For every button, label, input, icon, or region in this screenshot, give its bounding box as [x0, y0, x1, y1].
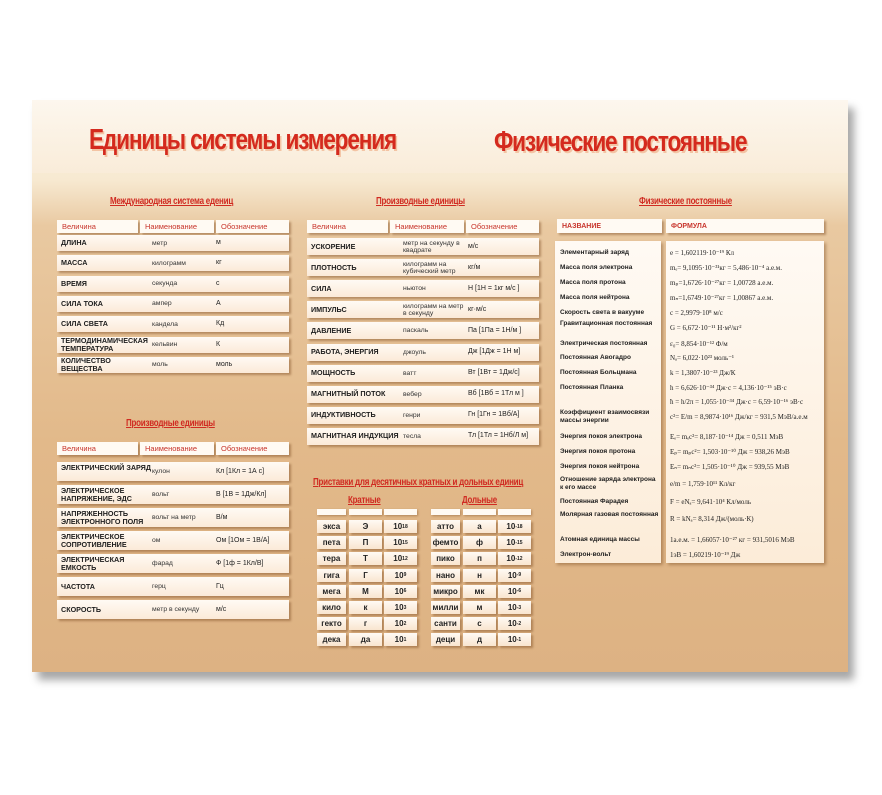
derived-left-row-unit: вольт на метр — [152, 514, 196, 521]
si-row — [57, 357, 289, 373]
constant-formula: 1а.е.м. = 1,66057·10⁻²⁷ кг = 931,5016 МэВ — [670, 536, 795, 544]
constant-formula: Eₚ= mₚc²= 1,503·10⁻¹⁰ Дж = 938,26 МэВ — [670, 448, 790, 456]
prefix-symbol: а — [463, 520, 496, 533]
constant-formula: k = 1,3807·10⁻²³ Дж/К — [670, 369, 736, 377]
derived-mid-row-name: РАБОТА, ЭНЕРГИЯ — [311, 347, 379, 356]
constant-formula: c²= E/m = 8,9874·10¹⁶ Дж/кг = 931,5 МэВ/а.е.м — [670, 413, 808, 421]
constant-name: Энергия покоя нейтрона — [560, 463, 640, 470]
derived-left-row-name: СКОРОСТЬ — [61, 604, 102, 614]
constant-formula: Nₐ= 6,022·10²³ моль⁻¹ — [670, 354, 735, 362]
derived-left-row — [57, 508, 289, 527]
derived-mid-row-name: УСКОРЕНИЕ — [311, 241, 356, 251]
derived-mid-row-symbol: кг/м — [468, 263, 481, 271]
prefix-symbol: н — [463, 569, 496, 582]
prefix-factor-base: 10 — [393, 538, 403, 548]
prefix-factor — [384, 536, 417, 549]
constant-formula: e = 1,602119·10⁻¹⁹ Кл — [670, 249, 735, 257]
constant-name: Масса поля нейтрона — [560, 294, 630, 301]
derived-left-row-unit: фарад — [152, 560, 173, 567]
derived-left-row — [57, 485, 289, 504]
derived-mid-row-unit: генри — [403, 411, 421, 419]
derived-left-row — [57, 577, 289, 596]
prefix-factor-exponent: -6 — [516, 588, 522, 595]
constant-name: Энергия покоя протона — [560, 448, 636, 455]
prefix-name: санти — [431, 617, 460, 630]
prefix-factor — [384, 569, 417, 582]
prefix-factor-base: 10 — [507, 635, 517, 645]
derived-left-row-symbol: В [1В = 1Дж/Кл] — [216, 490, 267, 498]
title-units: Единицы системы измерения — [89, 124, 397, 156]
prefix-factor-exponent: 9 — [403, 572, 407, 579]
derived-left-row-name: ЭЛЕКТРИЧЕСКИЙ ЗАРЯД — [61, 462, 151, 472]
prefix-factor-base: 10 — [507, 603, 517, 612]
derived-mid-row-unit: килограмм на кубический метр — [403, 260, 456, 275]
prefix-symbol: ф — [463, 536, 496, 549]
si-section-title: Международная система едениц — [110, 196, 233, 207]
prefix-factor-exponent: -1 — [516, 636, 522, 643]
multiples-title: Кратные — [348, 495, 381, 506]
derived-mid-row — [307, 280, 539, 297]
prefix-factor — [498, 601, 531, 614]
prefix-factor-base: 10 — [394, 635, 404, 645]
derived-mid-header-1: Наименование — [390, 220, 464, 233]
prefix-factor-exponent: -15 — [515, 539, 523, 546]
derived-left-row-name: ЭЛЕКТРИЧЕСКАЯ ЕМКОСТЬ — [61, 554, 125, 572]
derived-mid-row-symbol: кг·м/с — [468, 305, 487, 313]
derived-mid-row — [307, 386, 539, 403]
derived-mid-row-name: МОЩНОСТЬ — [311, 368, 356, 378]
derived-mid-header-0: Величина — [307, 220, 388, 233]
prefix-factor — [498, 617, 531, 630]
constant-name: Скорость света в вакууме — [560, 309, 645, 316]
derived-mid-row-symbol: Н [1Н = 1кг м/с ] — [468, 284, 520, 292]
constant-name: Атомная единица массы — [560, 536, 640, 543]
derived-mid-row-symbol: Па [1Па = 1Н/м ] — [468, 326, 522, 334]
derived-left-row-unit: метр в секунду — [152, 606, 200, 613]
prefix-name: атто — [431, 520, 460, 533]
derived-mid-row-unit: вебер — [403, 390, 422, 398]
derived-mid-row-name: МАГНИТНЫЙ ПОТОК — [311, 389, 386, 399]
si-row-symbol: кг — [216, 259, 222, 267]
poster — [32, 100, 848, 672]
constant-formula: Eₙ= mₙc²= 1,505·10⁻¹⁰ Дж = 939,55 МэВ — [670, 463, 790, 471]
derived-left-header-2: Обозначение — [216, 442, 289, 455]
prefixes-section-title: Приставки для десятичных кратных и дольных единиц — [313, 477, 524, 488]
derived-mid-row-symbol: Дж [1Дж = 1Н м] — [468, 348, 521, 355]
constant-name: Постоянная Больцмана — [560, 369, 637, 376]
prefix-name: кило — [317, 601, 346, 614]
prefix-factor — [384, 617, 417, 630]
derived-mid-row-unit: паскаль — [403, 327, 429, 335]
prefix-name: дека — [317, 633, 346, 646]
constant-name: Гравитационная постоянная — [560, 320, 653, 327]
constant-name: Постоянная Планка — [560, 384, 624, 391]
derived-mid-header-2: Обозначение — [466, 220, 539, 233]
prefix-factor-base: 10 — [506, 554, 516, 564]
prefix-factor — [498, 536, 531, 549]
prefix-factor-exponent: -2 — [516, 620, 522, 627]
prefix-symbol: Г — [349, 569, 382, 582]
constant-formula: F = eNₐ= 9,641·10⁴ Кл/моль — [670, 498, 752, 506]
prefix-symbol: да — [349, 633, 382, 646]
si-header-1: Наименование — [140, 220, 214, 233]
prefix-name: милли — [432, 603, 459, 612]
constants-header-name: НАЗВАНИЕ — [557, 219, 662, 233]
prefix-factor — [498, 552, 531, 565]
prefix-factor — [384, 601, 417, 614]
prefix-factor-base: 10 — [394, 570, 404, 580]
prefix-factor-exponent: 6 — [403, 588, 407, 595]
prefix-header-multiple — [384, 509, 417, 515]
prefix-factor — [498, 520, 531, 533]
prefix-name: фемто — [432, 538, 459, 548]
prefix-header-fraction — [431, 509, 460, 515]
si-row-symbol: А — [216, 299, 221, 307]
derived-mid-row — [307, 259, 539, 276]
si-row — [57, 316, 289, 332]
constant-formula: mₙ=1,6749·10⁻²⁷кг = 1,00867 а.е.м. — [670, 294, 774, 302]
constant-formula: 1эВ = 1,60219·10⁻¹⁹ Дж — [670, 551, 741, 559]
constant-name: Элементарный заряд — [560, 249, 629, 256]
si-row — [57, 255, 289, 271]
si-row-symbol: м — [216, 239, 221, 246]
si-row-symbol: К — [216, 340, 221, 348]
prefix-symbol: к — [349, 601, 382, 614]
prefix-factor — [384, 585, 417, 598]
derived-mid-row — [307, 238, 539, 255]
prefix-factor-exponent: -18 — [515, 523, 523, 530]
constant-name: Постоянная Авогадро — [560, 354, 631, 361]
prefix-factor — [498, 633, 531, 646]
prefix-factor-exponent: -9 — [516, 572, 522, 579]
si-row-name: КОЛИЧЕСТВО ВЕЩЕСТВА — [61, 355, 111, 373]
si-row — [57, 337, 289, 353]
derived-left-row-unit: герц — [152, 583, 166, 590]
derived-left-row-name: НАПРЯЖЕННОСТЬ ЭЛЕКТРОННОГО ПОЛЯ — [61, 508, 144, 526]
prefix-factor-exponent: 3 — [403, 604, 407, 611]
prefix-symbol: П — [349, 536, 382, 549]
constant-formula: ε₀= 8,854·10⁻¹² Ф/м — [670, 340, 728, 348]
prefix-factor-base: 10 — [394, 619, 404, 629]
derived-left-row-symbol: м/с — [216, 605, 227, 613]
constant-formula: mₑ= 9,1095·10⁻³¹кг = 5,486·10⁻⁴ а.е.м. — [670, 264, 782, 272]
derived-mid-row-unit: тесла — [403, 432, 421, 440]
prefix-symbol: М — [349, 585, 382, 598]
si-row-unit: метр — [152, 239, 168, 247]
prefix-factor-base: 10 — [507, 570, 517, 580]
derived-mid-row-unit: ньютон — [403, 285, 426, 293]
prefix-factor-exponent: 2 — [403, 620, 407, 627]
constant-name: Энергия покоя электрона — [560, 433, 642, 440]
derived-left-row-symbol: Ф [1ф = 1Кл/В] — [216, 559, 264, 567]
constant-name: Коэффициент взаимосвязи массы энергии — [560, 409, 650, 424]
derived-left-row — [57, 531, 289, 550]
si-row-name: СИЛА ТОКА — [61, 298, 103, 308]
prefix-symbol: м — [463, 601, 496, 614]
constant-name: Постоянная Фарадея — [560, 498, 629, 505]
si-row-unit: секунда — [152, 280, 178, 288]
prefix-name: нано — [431, 569, 460, 582]
prefix-name: мега — [317, 585, 346, 598]
derived-left-row-symbol: Ом [1Ом = 1В/А] — [216, 536, 270, 544]
si-header-0: Величина — [57, 220, 138, 233]
prefix-factor-exponent: 12 — [402, 555, 408, 562]
si-row-name: ДЛИНА — [61, 238, 87, 247]
derived-left-header-1: Наименование — [140, 442, 214, 455]
derived-left-row — [57, 554, 289, 573]
derived-mid-row — [307, 344, 539, 361]
prefix-factor — [384, 552, 417, 565]
si-row-symbol: моль — [216, 360, 233, 368]
constant-formula: mₚ=1,6726·10⁻²⁷кг = 1,00728 а.е.м. — [670, 279, 774, 287]
prefix-name: гекто — [317, 617, 346, 630]
derived-mid-row-name: ДАВЛЕНИЕ — [311, 325, 352, 335]
si-row-symbol: Кд — [216, 320, 225, 328]
prefix-name: тера — [317, 552, 346, 565]
derived-mid-row-unit: джоуль — [403, 348, 426, 356]
derived-mid-row-name: СИЛА — [311, 283, 332, 293]
prefix-symbol: мк — [463, 585, 496, 598]
derived-left-row-unit: кулон — [152, 468, 170, 475]
prefix-factor-base: 10 — [506, 522, 516, 531]
derived-left-section-title: Производные единицы — [126, 418, 215, 429]
derived-mid-row-unit: ватт — [403, 369, 417, 377]
prefix-factor-exponent: -3 — [516, 604, 522, 611]
prefix-header-multiple — [317, 509, 346, 515]
derived-mid-row-name: ИМПУЛЬС — [311, 304, 347, 314]
fractions-title: Дольные — [462, 495, 497, 506]
constants-section-title: Физические постоянные — [639, 196, 732, 207]
derived-left-row-symbol: В/м — [216, 513, 228, 521]
constant-name: Молярная газовая постоянная — [560, 511, 659, 518]
prefix-header-multiple — [349, 509, 382, 515]
si-row — [57, 235, 289, 251]
prefix-name: гига — [317, 569, 346, 582]
constant-formula: G = 6,672·10⁻¹¹ Н·м²/кг² — [670, 324, 742, 332]
si-row-unit: кельвин — [152, 341, 178, 348]
si-row-name: ТЕРМОДИНАМИЧЕСКАЯ ТЕМПЕРАТУРА — [61, 335, 148, 353]
constant-name: Отношение заряда электрона к его массе — [560, 476, 656, 491]
derived-mid-row — [307, 322, 539, 339]
prefix-name: пико — [431, 552, 460, 565]
constant-name: Электрон-вольт — [560, 551, 612, 558]
si-row-unit: кандела — [152, 320, 178, 328]
prefix-factor-base: 10 — [507, 586, 517, 596]
prefix-name: экса — [317, 520, 346, 533]
constant-formula: ħ = h/2π = 1,055·10⁻³⁴ Дж·с = 6,59·10⁻¹⁶ эВ·с — [670, 398, 804, 406]
prefix-header-fraction — [463, 509, 496, 515]
prefix-header-fraction — [498, 509, 531, 515]
constant-name: Масса поля электрона — [560, 264, 633, 271]
derived-mid-row — [307, 301, 539, 318]
prefix-symbol: Т — [349, 552, 382, 565]
prefix-symbol: д — [463, 633, 496, 646]
prefix-name: деци — [431, 633, 460, 646]
si-row-name: МАССА — [61, 258, 88, 268]
derived-mid-row-unit: метр на секунду в квадрате — [403, 239, 460, 254]
derived-left-row-symbol: Кл [1Кл = 1А с] — [216, 467, 265, 475]
prefix-name: микро — [431, 585, 460, 598]
prefix-symbol: п — [463, 552, 496, 565]
derived-mid-row — [307, 407, 539, 424]
si-row — [57, 296, 289, 312]
constant-name: Электрическая постоянная — [560, 340, 648, 347]
si-row-name: ВРЕМЯ — [61, 278, 87, 288]
prefix-factor — [384, 520, 417, 533]
si-row-unit: килограмм — [152, 259, 186, 267]
title-constants: Физические постоянные — [494, 126, 747, 158]
derived-mid-row-symbol: Тл [1Тл = 1Нб/Л м] — [468, 432, 529, 440]
derived-mid-section-title: Производные единицы — [376, 196, 465, 207]
constant-formula: R = kNₐ= 8,314 Дж/(моль·К) — [670, 515, 754, 523]
prefix-factor-base: 10 — [394, 603, 404, 612]
derived-mid-row-name: ПЛОТНОСТЬ — [311, 262, 357, 272]
si-row-name: СИЛА СВЕТА — [61, 319, 108, 329]
constant-formula: h = 6,626·10⁻³⁴ Дж·с = 4,136·10⁻¹⁵ эВ·с — [670, 384, 787, 392]
constant-name: Масса поля протона — [560, 279, 626, 286]
derived-mid-row-name: ИНДУКТИВНОСТЬ — [311, 410, 376, 420]
derived-left-row — [57, 462, 289, 481]
prefix-factor — [384, 633, 417, 646]
derived-mid-row-unit: килограмм на метр в секунду — [403, 302, 464, 317]
prefix-symbol: с — [463, 617, 496, 630]
derived-left-header-0: Величина — [57, 442, 138, 455]
si-header-2: Обозначение — [216, 220, 289, 233]
prefix-factor-exponent: 15 — [402, 539, 408, 546]
prefix-factor-exponent: 1 — [403, 636, 407, 643]
derived-mid-row — [307, 365, 539, 382]
prefix-factor-base: 10 — [393, 522, 403, 531]
si-row-symbol: с — [216, 279, 220, 287]
constant-formula: e/m = 1,759·10¹¹ Кл/кг — [670, 480, 736, 488]
si-row-unit: ампер — [152, 300, 172, 308]
constant-formula: c = 2,9979·10⁸ м/с — [670, 309, 723, 317]
derived-left-row-symbol: Гц — [216, 582, 224, 590]
si-row-unit: моль — [152, 361, 168, 369]
constants-header-formula: ФОРМУЛА — [666, 219, 824, 233]
prefix-factor — [498, 569, 531, 582]
derived-mid-row-symbol: Вт [1Вт = 1Дж/с] — [468, 369, 520, 377]
derived-mid-row — [307, 428, 539, 445]
prefix-factor-base: 10 — [393, 554, 403, 564]
prefix-factor — [498, 585, 531, 598]
derived-mid-row-name: МАГНИТНАЯ ИНДУКЦИЯ — [311, 431, 399, 441]
prefix-factor-exponent: 18 — [402, 523, 408, 530]
derived-mid-row-symbol: м/с — [468, 242, 479, 250]
si-row — [57, 276, 289, 292]
derived-mid-row-symbol: Гн [1Гн = 1Вб/А] — [468, 411, 520, 419]
derived-mid-row-symbol: Вб [1Вб = 1Тл м ] — [468, 390, 524, 398]
prefix-factor-base: 10 — [506, 538, 516, 548]
derived-left-row-unit: ом — [152, 537, 161, 544]
prefix-factor-base: 10 — [394, 586, 404, 596]
prefix-factor-base: 10 — [507, 619, 517, 629]
derived-left-row-unit: вольт — [152, 491, 170, 498]
prefix-factor-exponent: -12 — [515, 555, 523, 562]
prefix-symbol: г — [349, 617, 382, 630]
prefix-symbol: Э — [349, 520, 382, 533]
derived-left-row — [57, 600, 289, 619]
derived-left-row-name: ЭЛЕКТРИЧЕСКОЕ НАПРЯЖЕНИЕ, ЭДС — [61, 485, 132, 503]
constant-formula: Eₑ= mₑc²= 8,187·10⁻¹⁴ Дж = 0,511 МэВ — [670, 433, 784, 441]
derived-left-row-name: ЧАСТОТА — [61, 581, 96, 591]
prefix-name: пета — [317, 536, 346, 549]
derived-left-row-name: ЭЛЕКТРИЧЕСКОЕ СОПРОТИВЛЕНИЕ — [61, 531, 127, 549]
